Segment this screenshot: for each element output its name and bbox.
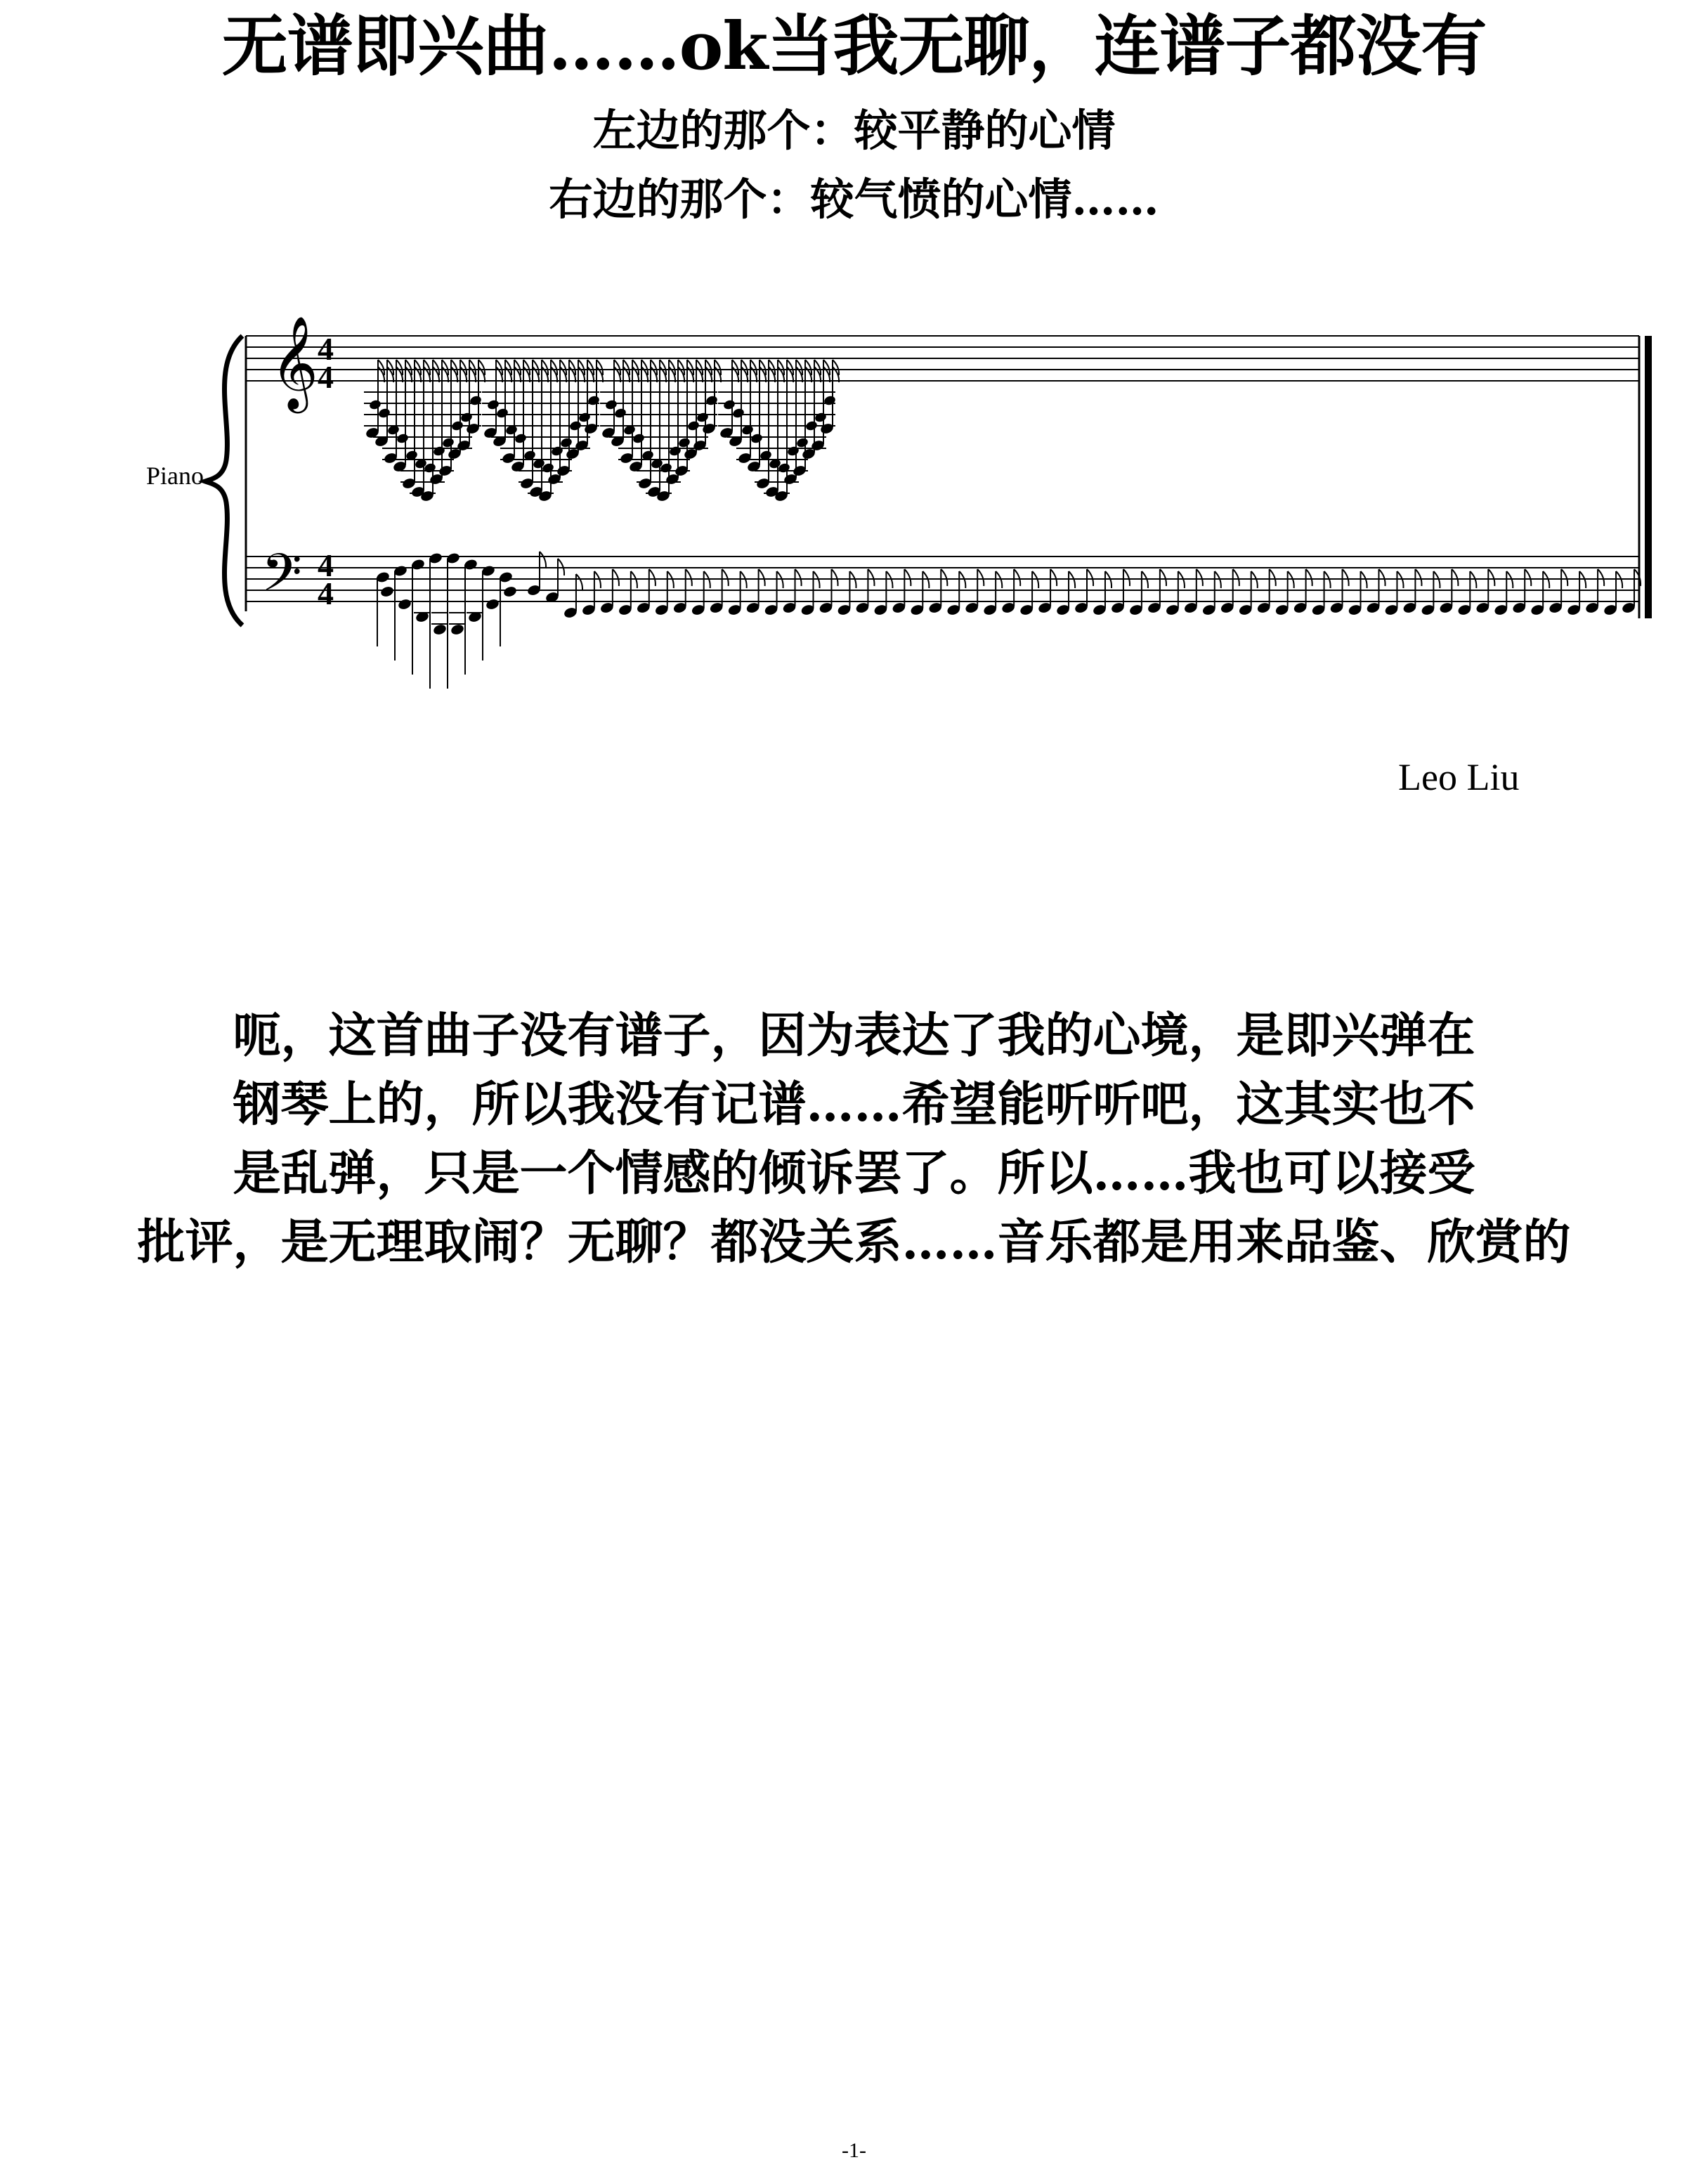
note-flag	[1306, 569, 1312, 586]
note-flag	[415, 360, 421, 382]
body-line: 是乱弹，只是一个情感的倾诉罢了。所以……我也可以接受	[233, 1145, 1475, 1202]
note-flag	[651, 360, 657, 382]
note-flag	[1014, 569, 1020, 586]
note-flag	[805, 360, 811, 382]
note-flag	[560, 360, 566, 382]
time-signature-top: 4	[318, 547, 334, 583]
body-line: 钢琴上的，所以我没有记谱……希望能听听吧，这其实也不	[233, 1076, 1475, 1133]
note-head	[377, 408, 391, 419]
note-flag	[660, 360, 666, 382]
note-flag	[505, 360, 511, 382]
note-head	[795, 437, 809, 449]
note-flag	[722, 569, 729, 586]
time-signature-bottom: 4	[318, 359, 334, 395]
note-flag	[387, 360, 393, 382]
note-flag	[741, 360, 748, 382]
note-flag	[514, 360, 521, 382]
note-flag	[533, 360, 539, 382]
body-line: 批评，是无理取闹？无聊？都没关系……音乐都是用来品鉴、欣赏的	[137, 1214, 1571, 1270]
note-head	[604, 399, 618, 411]
subtitle-line: 右边的那个：较气愤的心情……	[549, 174, 1159, 225]
note-flag	[868, 569, 874, 586]
music-score	[0, 295, 1708, 745]
note-flag	[469, 360, 476, 382]
note-head	[668, 445, 682, 457]
note-head	[705, 395, 718, 407]
note-head	[502, 585, 517, 598]
note-flag	[614, 360, 620, 382]
note-flag	[632, 360, 639, 382]
body-line: 呃，这首曲子没有谱子，因为表达了我的心境，是即兴弹在	[233, 1008, 1475, 1064]
composer-name: Leo Liu	[1398, 756, 1520, 798]
note-flag	[678, 360, 684, 382]
note-head	[587, 395, 600, 407]
note-head	[441, 437, 455, 449]
note-flag	[460, 360, 467, 382]
grand-staff-brace	[205, 336, 242, 625]
note-flag	[904, 569, 911, 586]
note-flag	[1160, 569, 1166, 586]
note-flag	[1233, 569, 1239, 586]
note-flag	[523, 360, 530, 382]
note-flag	[759, 569, 765, 586]
note-flag	[1488, 569, 1494, 586]
note-flag	[1343, 569, 1349, 586]
note-flag	[1525, 569, 1531, 586]
page-title: 无谱即兴曲……ok当我无聊，连谱子都没有	[221, 8, 1487, 85]
note-head	[613, 408, 627, 419]
note-flag	[696, 360, 703, 382]
body-text	[0, 1001, 1708, 1277]
note-flag	[669, 360, 675, 382]
note-flag	[687, 360, 693, 382]
note-flag	[641, 360, 648, 382]
note-flag	[796, 360, 802, 382]
note-head	[397, 598, 412, 611]
treble-staff	[246, 336, 1639, 381]
note-flag	[542, 360, 548, 382]
note-flag	[732, 360, 738, 382]
note-flag	[378, 360, 384, 382]
bass-staff	[246, 557, 1639, 601]
note-head	[469, 395, 482, 407]
note-flag	[424, 360, 430, 382]
note-flag	[576, 574, 582, 591]
note-head	[750, 433, 763, 445]
note-flag	[1123, 569, 1130, 586]
note-flag	[1087, 569, 1093, 586]
note-flag	[686, 569, 692, 586]
note-flag	[705, 360, 712, 382]
note-flag	[623, 360, 630, 382]
treble-clef: 𝄞	[270, 315, 318, 410]
note-flag	[540, 552, 546, 568]
note-head	[559, 437, 573, 449]
final-barline	[1639, 336, 1652, 618]
note-flag	[496, 360, 502, 382]
note-head	[486, 399, 500, 411]
note-head	[578, 412, 591, 424]
note-flag	[795, 569, 802, 586]
note-flag	[405, 360, 412, 382]
note-flag	[715, 360, 721, 382]
note-head	[696, 412, 709, 424]
note-head	[514, 433, 527, 445]
note-head	[550, 445, 563, 457]
time-signature-bottom: 4	[318, 575, 334, 611]
note-head	[632, 433, 645, 445]
note-head	[786, 445, 800, 457]
note-flag	[1378, 569, 1385, 586]
note-head	[677, 437, 691, 449]
note-flag	[769, 360, 775, 382]
subtitle-line: 左边的那个：较平静的心情	[592, 105, 1116, 156]
note-flag	[451, 360, 457, 382]
note-head	[814, 412, 827, 424]
note-head	[432, 445, 445, 457]
note-head	[722, 399, 736, 411]
time-signature-top: 4	[318, 331, 334, 367]
note-head	[731, 408, 745, 419]
note-head	[432, 623, 447, 636]
note-flag	[597, 360, 603, 382]
note-flag	[587, 360, 594, 382]
note-flag	[823, 360, 830, 382]
bass-clef: 𝄢	[261, 542, 302, 616]
note-flag	[478, 360, 485, 382]
note-head	[495, 408, 509, 419]
note-flag	[778, 360, 784, 382]
note-head	[396, 433, 409, 445]
note-flag	[613, 569, 619, 586]
note-head	[450, 623, 464, 636]
instrument-label: Piano	[146, 462, 204, 490]
note-head	[459, 412, 473, 424]
note-head	[823, 395, 836, 407]
bass-notes	[375, 552, 1641, 689]
note-flag	[787, 360, 793, 382]
note-flag	[1050, 569, 1057, 586]
note-flag	[814, 360, 821, 382]
note-flag	[1270, 569, 1276, 586]
note-head	[485, 598, 500, 611]
note-flag	[1197, 569, 1203, 586]
note-flag	[396, 360, 403, 382]
page-number: -1-	[842, 2139, 866, 2162]
note-flag	[750, 360, 757, 382]
note-flag	[760, 360, 766, 382]
note-flag	[1598, 569, 1604, 586]
note-flag	[977, 569, 984, 586]
note-flag	[1415, 569, 1421, 586]
note-flag	[551, 360, 557, 382]
note-flag	[1561, 569, 1567, 586]
note-head	[379, 585, 394, 598]
note-flag	[649, 569, 656, 586]
note-flag	[833, 360, 839, 382]
note-head	[368, 399, 382, 411]
note-flag	[831, 569, 837, 586]
note-flag	[433, 360, 439, 382]
note-flag	[578, 360, 585, 382]
note-flag	[1452, 569, 1458, 586]
note-flag	[442, 360, 448, 382]
note-flag	[941, 569, 947, 586]
note-flag	[569, 360, 575, 382]
